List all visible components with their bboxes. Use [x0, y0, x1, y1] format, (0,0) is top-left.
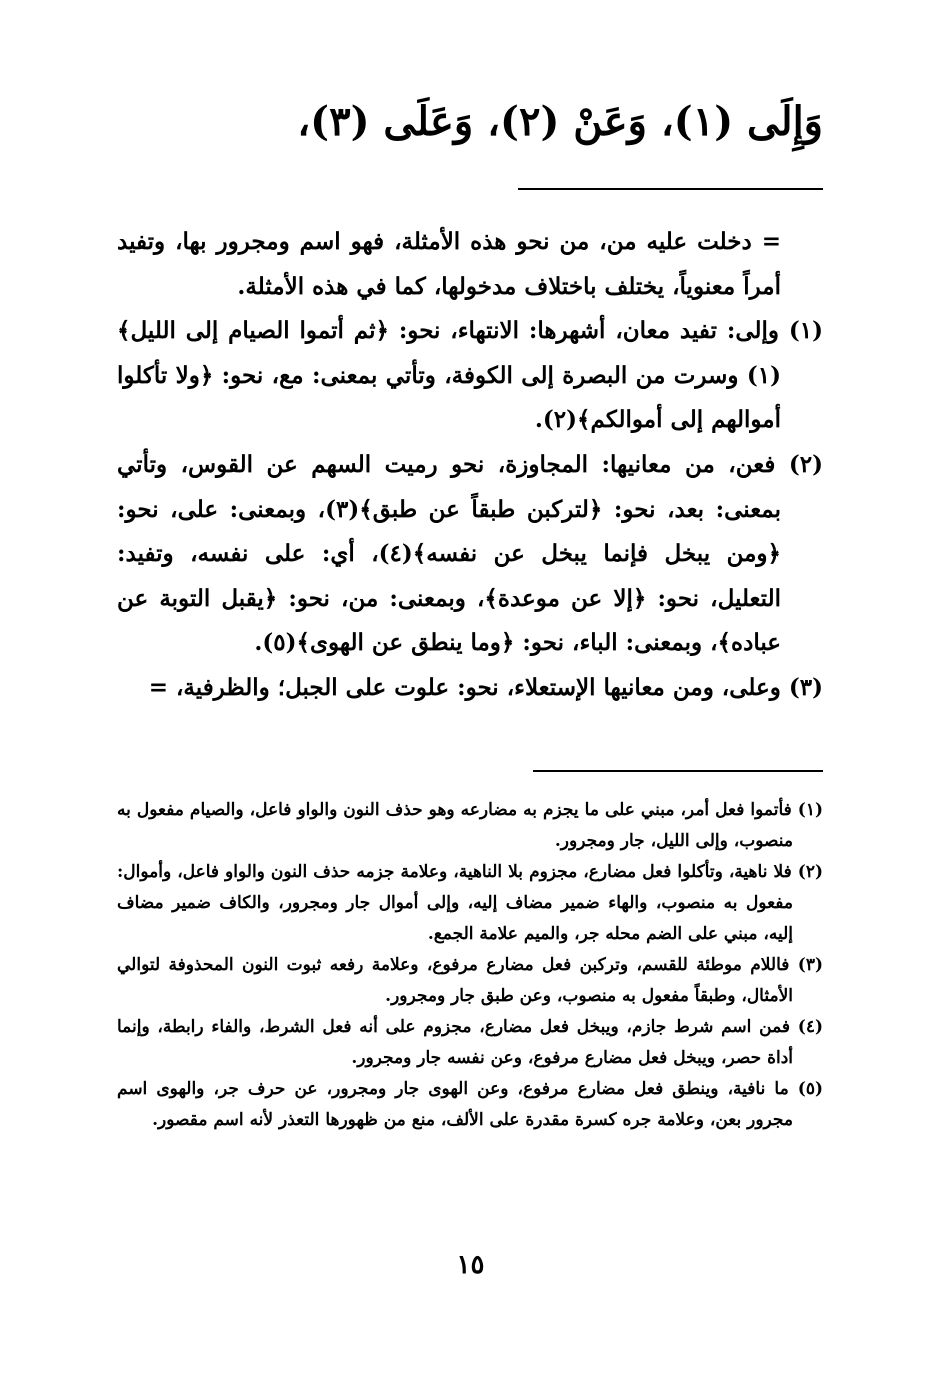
footnote-5: (٥) ما نافية، وينطق فعل مضارع مرفوع، وعن الهوى جار ومجرور، عن حرف جر، والهوى اسم مجرور بعن، وعلامة جره كسرة مقدرة على الألف، منع من ظهورها التعذر لأنه اسم مقصور.	[117, 1079, 823, 1130]
footnote-4: (٤) فمن اسم شرط جازم، ويبخل فعل مضارع، مجزوم على أنه فعل الشرط، والفاء رابطة، وإنما أداة حصر، ويبخل فعل مضارع مرفوع، وعن نفسه جار ومجرور.	[117, 1017, 823, 1068]
footnote-2: (٢) فلا ناهية، وتأكلوا فعل مضارع، مجزوم بلا الناهية، وعلامة جزمه حذف النون والواو فاعل، وأموال: مفعول به منصوب، والهاء ضمير مضاف إليه، وإلى أموال جار ومجرور، والكاف ضمير مضاف إليه، مبني على الضم محله جر، والميم علامة الجمع.	[117, 862, 823, 944]
explanation-ila: (١) وإلى: تفيد معان، أشهرها: الانتهاء، نحو: ﴿ثم أتموا الصيام إلى الليل﴾(١) وسرت من البصرة إلى الكوفة، وتأتي بمعنى: مع، نحو: ﴿ولا تأكلوا أموالهم إلى أموالكم﴾(٢).	[117, 317, 823, 434]
continuation-paragraph: = دخلت عليه من، من نحو هذه الأمثلة، فهو اسم ومجرور بها، وتفيد أمراً معنوياً، يختلف باختلاف مدخولها، كما في هذه الأمثلة.	[117, 228, 781, 300]
footnote-divider	[533, 770, 823, 772]
heading-divider	[518, 188, 823, 190]
footnote-1: (١) فأتموا فعل أمر، مبني على ما يجزم به مضارعه وهو حذف النون والواو فاعل، والصيام مفعول به منصوب، وإلى الليل، جار ومجرور.	[117, 800, 823, 851]
footnote-3: (٣) فاللام موطئة للقسم، وتركبن فعل مضارع مرفوع، وعلامة رفعه ثبوت النون المحذوفة لتوالي الأمثال، وطبقاً مفعول به منصوب، وعن طبق جار ومجرور.	[117, 955, 823, 1006]
page-heading: وَإِلَى (١)، وَعَنْ (٢)، وَعَلَى (٣)،	[297, 98, 823, 145]
main-text	[117, 220, 823, 711]
page-number: ١٥	[456, 1250, 485, 1280]
explanation-an: (٢) فعن، من معانيها: المجاوزة، نحو رميت السهم عن القوس، وتأتي بمعنى: بعد، نحو: ﴿لتركبن طبقاً عن طبق﴾(٣)، وبمعنى: على، نحو: ﴿ومن يبخل فإنما يبخل عن نفسه﴾(٤)، أي: على نفسه، وتفيد: التعليل، نحو: ﴿إلا عن موعدة﴾، وبمعنى: من، نحو: ﴿يقبل التوبة عن عباده﴾، وبمعنى: الباء، نحو: ﴿وما ينطق عن الهوى﴾(٥).	[117, 450, 823, 657]
explanation-ala: (٣) وعلى، ومن معانيها الإستعلاء، نحو: علوت على الجبل؛ والظرفية، =	[148, 673, 823, 701]
footnotes	[117, 795, 823, 1136]
